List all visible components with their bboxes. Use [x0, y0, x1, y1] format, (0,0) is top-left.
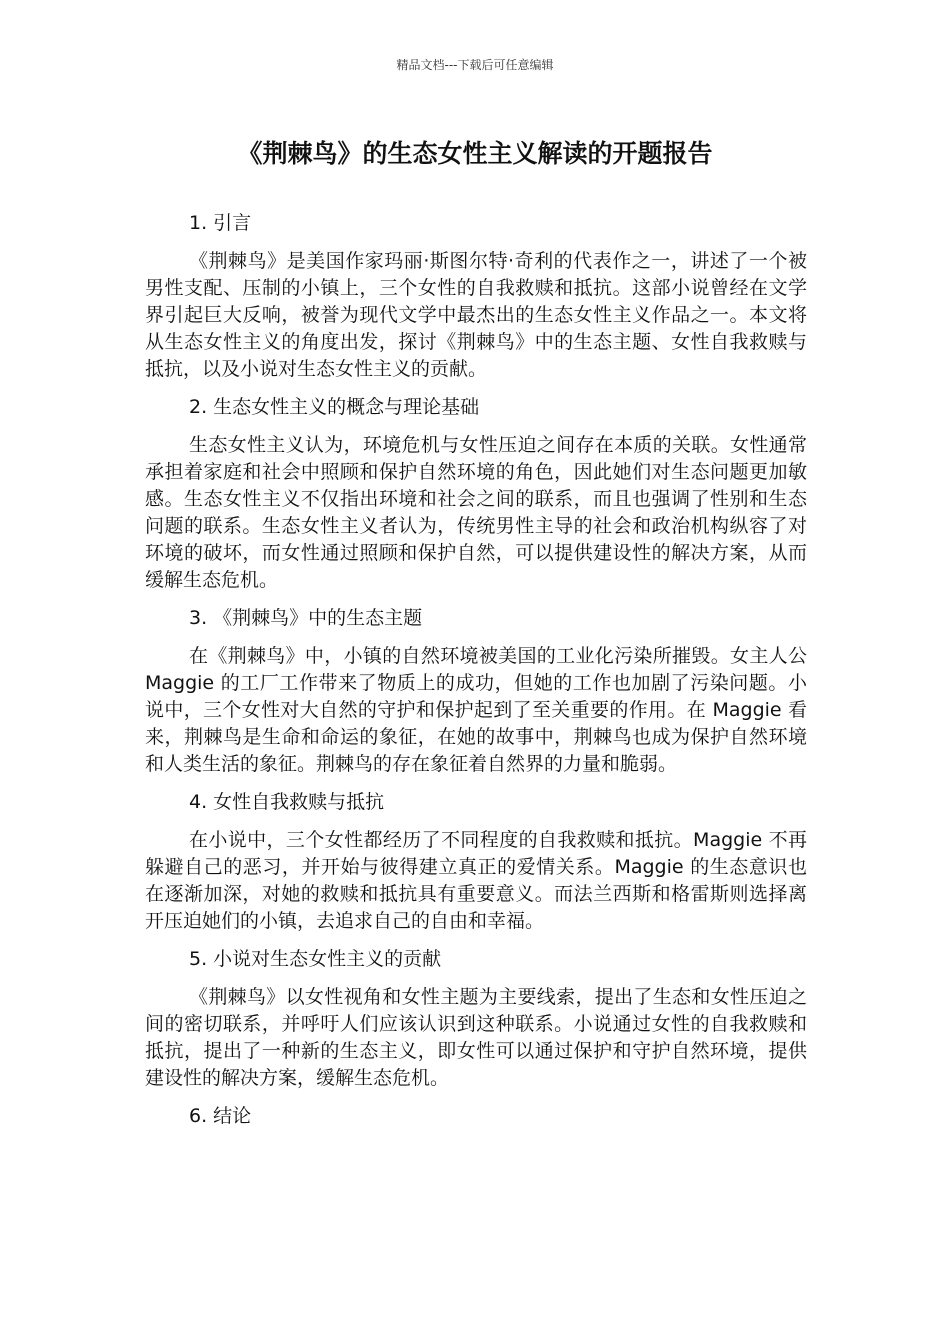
- section-redemption-resistance: [145, 789, 807, 935]
- section-paragraph: 生态女性主义认为，环境危机与女性压迫之间存在本质的关联。女性通常承担着家庭和社会中照顾和保护自然环境的角色，因此她们对生态问题更加敏感。生态女性主义不仅指出环境和社会之间的联系，而且也强调了性别和生态问题的联系。生态女性主义者认为，传统男性主导的社会和政治机构纵容了对环境的破坏，而女性通过照顾和保护自然，可以提供建设性的解决方案，从而缓解生态危机。: [145, 434, 807, 591]
- section-contribution: [145, 946, 807, 1092]
- section-paragraph: 在《荆棘鸟》中，小镇的自然环境被美国的工业化污染所摧毁。女主人公 Maggie 的工厂工作带来了物质上的成功，但她的工作也加剧了污染问题。小说中，三个女性对大自然的守护和保护起到了至关重要的作用。在 Maggie 看来，荆棘鸟是生命和命运的象征，在她的故事中，荆棘鸟也成为保护自然环境和人类生活的象征。荆棘鸟的存在象征着自然界的力量和脆弱。: [145, 645, 807, 775]
- section-heading: 4. 女性自我救赎与抵抗: [189, 791, 385, 813]
- section-heading: 3. 《荆棘鸟》中的生态主题: [189, 607, 423, 629]
- section-heading: 6. 结论: [189, 1105, 252, 1127]
- section-conclusion: [145, 1103, 807, 1130]
- section-concept-theory: [145, 394, 807, 594]
- document-body: [145, 210, 807, 1141]
- document-title: 《荆棘鸟》的生态女性主义解读的开题报告: [237, 139, 713, 168]
- section-paragraph: 《荆棘鸟》是美国作家玛丽·斯图尔特·奇利的代表作之一，讲述了一个被男性支配、压制的小镇上，三个女性的自我救赎和抵抗。这部小说曾经在文学界引起巨大反响，被誉为现代文学中最杰出的生态女性主义作品之一。本文将从生态女性主义的角度出发，探讨《荆棘鸟》中的生态主题、女性自我救赎与抵抗，以及小说对生态女性主义的贡献。: [145, 250, 807, 380]
- section-paragraph: 在小说中，三个女性都经历了不同程度的自我救赎和抵抗。Maggie 不再躲避自己的恶习，并开始与彼得建立真正的爱情关系。Maggie 的生态意识也在逐渐加深，对她的救赎和抵抗具有重要意义。而法兰西斯和格雷斯则选择离开压迫她们的小镇，去追求自己的自由和幸福。: [145, 829, 807, 932]
- section-ecological-theme: [145, 605, 807, 778]
- section-heading: 5. 小说对生态女性主义的贡献: [189, 948, 442, 970]
- section-introduction: [145, 210, 807, 383]
- section-heading: 2. 生态女性主义的概念与理论基础: [189, 396, 480, 418]
- header-note: 精品文档---下载后可任意编辑: [396, 58, 554, 72]
- section-paragraph: 《荆棘鸟》以女性视角和女性主题为主要线索，提出了生态和女性压迫之间的密切联系，并呼吁人们应该认识到这种联系。小说通过女性的自我救赎和抵抗，提出了一种新的生态主义，即女性可以通过保护和守护自然环境，提供建设性的解决方案，缓解生态危机。: [145, 986, 807, 1089]
- section-heading: 1. 引言: [189, 212, 252, 234]
